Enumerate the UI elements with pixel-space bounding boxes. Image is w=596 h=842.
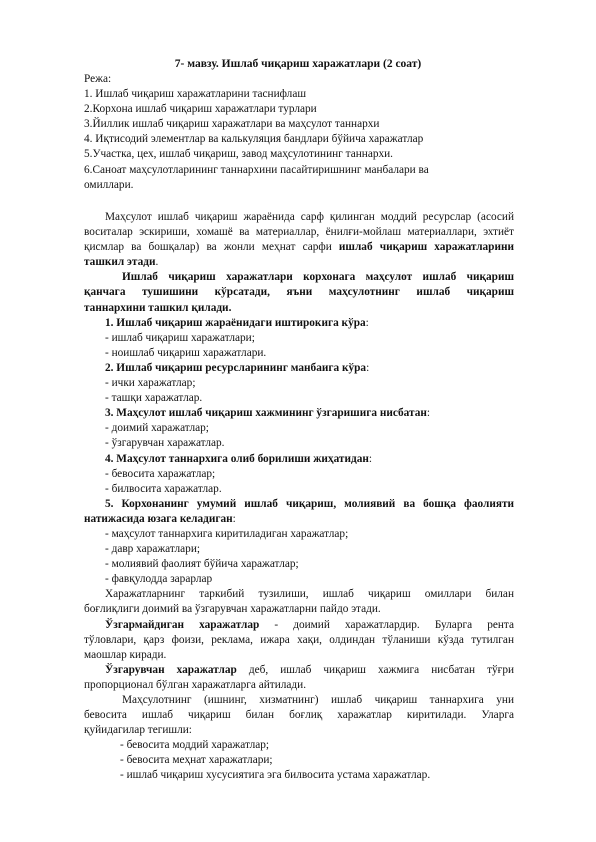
- list-item: - давр харажатлари;: [105, 543, 200, 556]
- variable-line: [84, 663, 514, 678]
- list-item: - билвосита харажатлар.: [105, 482, 222, 495]
- plan-item: 3.Йиллик ишлаб чиқариш харажатлари ва маҳсулот таннархи: [84, 118, 380, 131]
- intro-text: қисмлар ва бошқалар) ва жонли меҳнат сарфи: [84, 241, 339, 254]
- class-colon: :: [365, 316, 369, 329]
- list-item: - ички харажатлар;: [105, 377, 196, 390]
- plan-item: 4. Иқтисодий элементлар ва калькуляция бандлари бўйича харажатлар: [84, 133, 424, 146]
- intro-line: воситалар эскириши, хомашё ва материаллар, ёнилғи-мойлаш материаллари, эхтиёт: [84, 226, 514, 239]
- variable-line: пропорционал бўлган харажатларга айтилади.: [84, 678, 307, 691]
- intro-paragraph: [84, 210, 514, 270]
- class-heading-text: 5. Корхонанинг умумий ишлаб чиқариш, молиявий ва бошқа фаолияти: [105, 497, 514, 510]
- list-item: - ишлаб чиқариш харажатлари;: [105, 331, 255, 344]
- definition-line: [84, 285, 514, 300]
- fixed-line: маошлар киради.: [84, 648, 167, 661]
- cost-line: бевосита ишлаб чиқариш билан боғлиқ харажатлар киритилади. Уларга: [84, 709, 514, 722]
- classification-section: [84, 316, 514, 588]
- class-heading: [84, 452, 514, 467]
- intro-line: Маҳсулот ишлаб чиқариш жараёнида сарф қилинган моддий ресурслар (асосий: [105, 211, 514, 223]
- page-title: 7- мавзу. Ишлаб чиқариш харажатлари (2 соат): [174, 58, 422, 70]
- list-item: - ташқи харажатлар.: [105, 392, 203, 405]
- class-heading-text: натижасида юзага келадиган: [84, 512, 233, 525]
- plan-item: 1. Ишлаб чиқариш харажатларини таснифлаш: [84, 88, 307, 101]
- cost-paragraph: [84, 693, 514, 784]
- list-item: - фавқулодда зарарлар: [105, 573, 213, 586]
- structure-paragraph: [84, 587, 514, 617]
- cost-line: қуйидагилар тегишли:: [84, 724, 192, 737]
- fixed-line: тўловлари, қарз фоизи, реклама, ижара хақи, олдиндан тўланиши кўзда тутилган: [84, 633, 514, 646]
- intro-line: [84, 255, 514, 270]
- list-item: - маҳсулот таннархига киритиладиган харажатлар;: [105, 527, 349, 540]
- class-colon: :: [426, 407, 430, 420]
- variable-text: деб, ишлаб чиқариш хажмига нисбатан тўғри: [236, 663, 515, 676]
- fixed-text: - доимий харажатлардир. Буларга рента: [259, 618, 514, 631]
- fixed-term: Ўзгармайдиган харажатлар: [105, 618, 260, 631]
- body-text: [84, 210, 514, 784]
- class-colon: :: [366, 361, 370, 374]
- variable-term: Ўзгарувчан харажатлар: [105, 663, 237, 676]
- structure-line: боғлиқлиги доимий ва ўзгарувчан харажатларни пайдо этади.: [84, 603, 381, 616]
- list-item: - бевосита харажатлар;: [105, 467, 216, 480]
- definition-line: [84, 301, 514, 316]
- list-item: - доимий харажатлар;: [105, 422, 209, 435]
- list-item: - ноишлаб чиқариш харажатлари.: [105, 346, 267, 359]
- definition-text: таннархини ташкил қилади.: [84, 301, 232, 314]
- intro-line: [84, 240, 514, 255]
- structure-line: Харажатларнинг таркибий тузилиши, ишлаб чиқариш омиллари билан: [105, 588, 514, 601]
- list-item: - молиявий фаолият бўйича харажатлар;: [105, 558, 299, 571]
- class-colon: :: [368, 452, 372, 465]
- class-heading: [84, 316, 514, 331]
- definition-text: Ишлаб чиқариш харажатлари корхонага маҳсулот ишлаб чиқариш: [122, 271, 514, 284]
- cost-line: Маҳсулотнинг (ишнинг, хизматнинг) ишлаб чиқариш таннархига уни: [122, 694, 514, 706]
- definition-paragraph: [84, 270, 514, 315]
- list-item: - ишлаб чиқариш хусусиятига эга билвосита устама харажатлар.: [120, 769, 431, 782]
- list-item: - бевосита моддий харажатлар;: [120, 739, 270, 752]
- plan-item: 6.Саноат маҳсулотларининг таннархини пасайтиришнинг манбалари ва: [84, 163, 429, 176]
- plan-item: омиллари.: [84, 178, 134, 191]
- intro-text: .: [155, 256, 159, 269]
- class-heading-text: 4. Маҳсулот таннархига олиб борилиши жиҳатидан: [105, 452, 369, 465]
- class-heading: [84, 361, 514, 376]
- plan-section: [84, 72, 514, 193]
- class-heading-text: 1. Ишлаб чиқариш жараёнидаги иштирокига кўра: [105, 316, 366, 329]
- intro-emphasis: ташкил этади: [84, 256, 156, 269]
- class-heading-text: 2. Ишлаб чиқариш ресурсларининг манбаига кўра: [105, 361, 367, 374]
- class-heading: [84, 406, 514, 421]
- list-item: - бевосита меҳнат харажатлари;: [120, 754, 273, 767]
- fixed-line: [84, 618, 514, 633]
- plan-item: 2.Корхона ишлаб чиқариш харажатлари турлари: [84, 103, 317, 116]
- class-heading-text: 3. Маҳсулот ишлаб чиқариш хажмининг ўзгаришига нисбатан: [105, 407, 427, 420]
- class-colon: :: [232, 512, 236, 525]
- definition-text: қанчага тушишини кўрсатади, яъни маҳсулотнинг ишлаб чиқариш: [84, 286, 514, 299]
- plan-heading: Режа:: [84, 73, 112, 85]
- intro-emphasis: ишлаб чиқариш харажатларини: [338, 241, 514, 254]
- class-heading: [84, 512, 514, 527]
- variable-costs-paragraph: [84, 663, 514, 693]
- fixed-costs-paragraph: [84, 618, 514, 663]
- list-item: - ўзгарувчан харажатлар.: [105, 437, 225, 450]
- class-heading: [84, 497, 514, 512]
- definition-line: [84, 270, 514, 285]
- plan-item: 5.Участка, цех, ишлаб чиқариш, завод маҳсулотининг таннархи.: [84, 148, 393, 161]
